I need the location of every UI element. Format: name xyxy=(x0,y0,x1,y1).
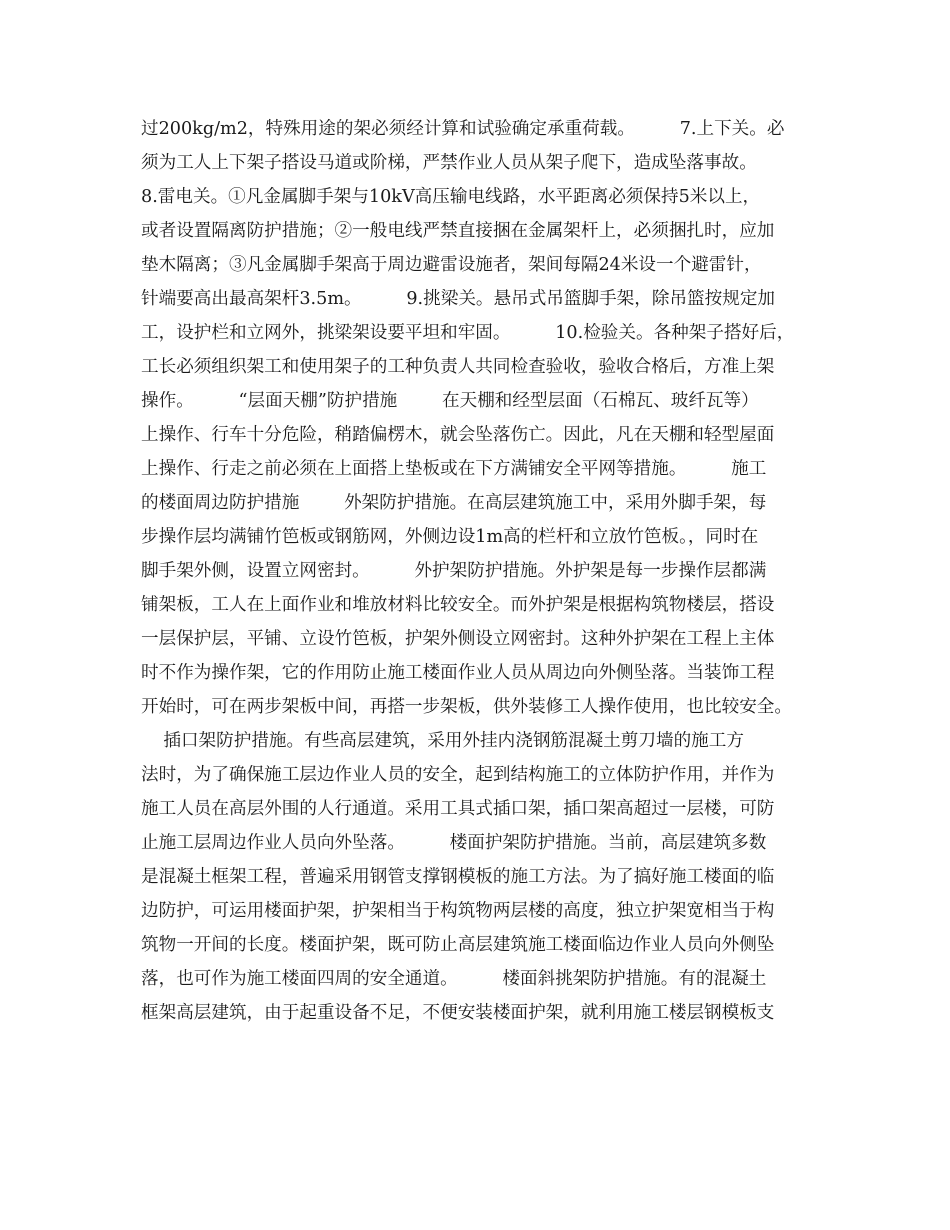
text-line: 时不作为操作架，它的作用防止施工楼面作业人员从周边向外侧坠落。当装饰工程 xyxy=(141,663,775,683)
text-line: 插口架防护措施。有些高层建筑，采用外挂内浇钢筋混凝土剪刀墙的施工方 xyxy=(141,731,744,751)
text-line: 工，设护栏和立网外，挑梁架设要平坦和牢固。 10.检验关。各种架子搭好后， xyxy=(141,323,795,343)
text-line: 上操作、行车十分危险，稍踏偏楞木，就会坠落伤亡。因此，凡在天棚和轻型屋面 xyxy=(141,425,775,445)
text-line: 铺架板，工人在上面作业和堆放材料比较安全。而外护架是根据构筑物楼层，搭设 xyxy=(141,595,775,615)
text-line: 或者设置隔离防护措施；②一般电线严禁直接捆在金属架杆上，必须捆扎时，应加 xyxy=(141,221,775,241)
text-line: 止施工层周边作业人员向外坠落。 楼面护架防护措施。当前，高层建筑多数 xyxy=(141,833,767,853)
text-line: 针端要高出最高架杆3.5m。 9.挑梁关。悬吊式吊篮脚手架，除吊篮按规定加 xyxy=(141,289,776,309)
text-line: 的楼面周边防护措施 外架防护措施。在高层建筑施工中，采用外脚手架，每 xyxy=(141,493,767,513)
text-line: 施工人员在高层外围的人行通道。采用工具式插口架，插口架高超过一层楼，可防 xyxy=(141,799,775,819)
text-line: 开始时，可在两步架板中间，再搭一步架板，供外装修工人操作使用，也比较安全。 xyxy=(141,697,792,717)
text-line: 过200kg/m2，特殊用途的架必须经计算和试验确定承重荷载。 7.上下关。必 xyxy=(141,119,785,139)
text-line: 筑物一开间的长度。楼面护架，既可防止高层建筑施工楼面临边作业人员向外侧坠 xyxy=(141,935,775,955)
text-line: 垫木隔离；③凡金属脚手架高于周边避雷设施者，架间每隔24米设一个避雷针， xyxy=(141,255,762,275)
text-line: 步操作层均满铺竹笆板或钢筋网，外侧边设1m高的栏杆和立放竹笆板。，同时在 xyxy=(141,527,759,547)
text-line: 8.雷电关。①凡金属脚手架与10kV高压输电线路，水平距离必须保持5米以上， xyxy=(141,187,761,207)
text-line: 操作。 “层面天棚”防护措施 在天棚和经型层面（石棉瓦、玻纤瓦等） xyxy=(141,391,759,411)
text-line: 脚手架外侧，设置立网密封。 外护架防护措施。外护架是每一步操作层都满 xyxy=(141,561,767,581)
text-line: 工长必须组织架工和使用架子的工种负责人共同检查验收，验收合格后，方准上架 xyxy=(141,357,775,377)
text-line: 一层保护层，平铺、立设竹笆板，护架外侧设立网密封。这种外护架在工程上主体 xyxy=(141,629,775,649)
text-line: 上操作、行走之前必须在上面搭上垫板或在下方满铺安全平网等措施。 施工 xyxy=(141,459,767,479)
text-line: 框架高层建筑，由于起重设备不足，不便安装楼面护架，就利用施工楼层钢模板支 xyxy=(141,1003,775,1023)
text-line: 法时，为了确保施工层边作业人员的安全，起到结构施工的立体防护作用，并作为 xyxy=(141,765,775,785)
body-text xyxy=(141,112,821,1030)
text-line: 边防护，可运用楼面护架，护架相当于构筑物两层楼的高度，独立护架宽相当于构 xyxy=(141,901,775,921)
text-line: 是混凝土框架工程，普遍采用钢管支撑钢模板的施工方法。为了搞好施工楼面的临 xyxy=(141,867,775,887)
text-line: 落，也可作为施工楼面四周的安全通道。 楼面斜挑架防护措施。有的混凝土 xyxy=(141,969,767,989)
text-line: 须为工人上下架子搭设马道或阶梯，严禁作业人员从架子爬下，造成坠落事故。 xyxy=(141,153,757,173)
